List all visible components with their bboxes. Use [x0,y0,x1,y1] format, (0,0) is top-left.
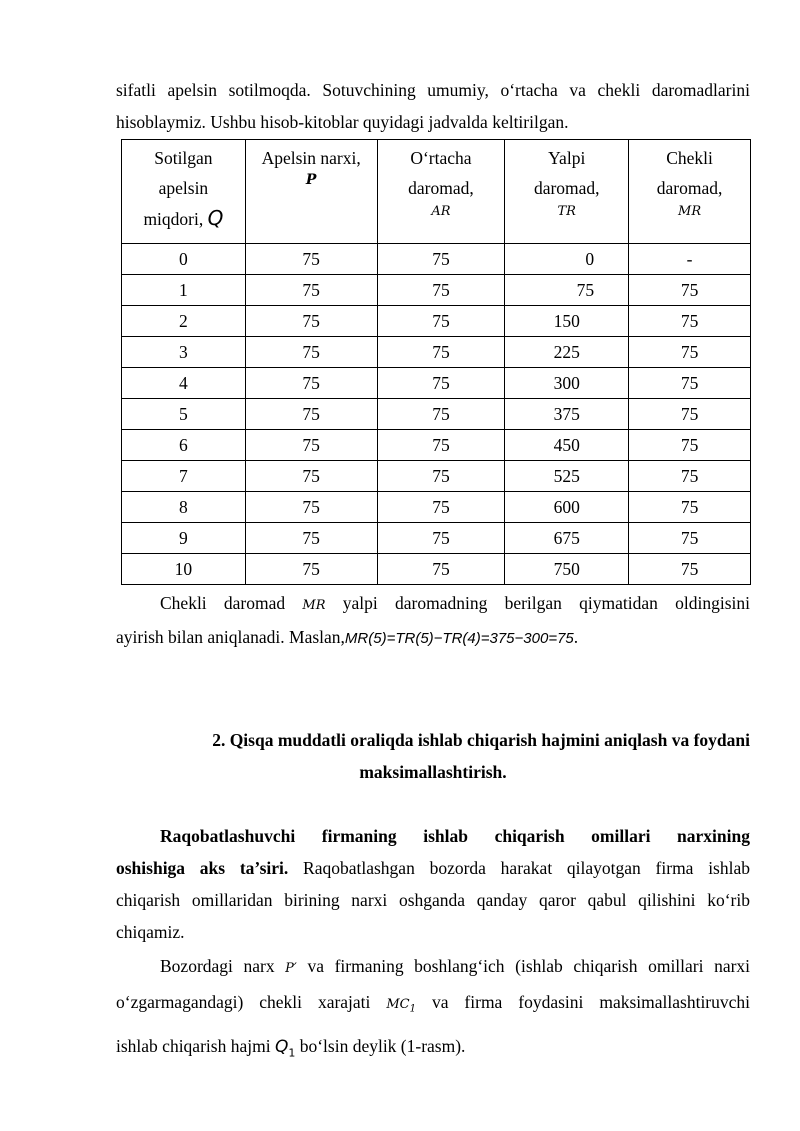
table-cell: 75 [629,461,751,492]
table-cell: 0 [505,244,629,275]
table-cell: 75 [505,275,629,306]
table-cell: 75 [245,275,377,306]
table-cell: 75 [629,430,751,461]
table-cell: 75 [377,244,505,275]
paragraph1-line-4: chiqamiz. [116,922,185,942]
header-marginal-revenue: Chekli daromad, MR [629,140,751,244]
table-cell: - [629,244,751,275]
table-row [122,523,751,554]
after-table-line-2: ayirish bilan aniqlanadi. Maslan,MR(5)=TR(5)−TR(4)=375−300=75. [116,627,579,647]
section-heading-line-2: maksimallashtirish. [359,762,507,782]
table-row [122,337,751,368]
table-cell: 75 [245,492,377,523]
table-row [122,306,751,337]
table-cell: 75 [629,399,751,430]
table-cell: 5 [122,399,246,430]
paragraph2-line-1: Bozordagi narx P′ va firmaning boshlang‘ich (ishlab chiqarish omillari narxi [160,956,751,976]
paragraph1-line-3: chiqarish omillaridan birining narxi oshganda qanday qaror qabul qilishini ko‘rib [116,890,750,910]
table-cell: 75 [629,554,751,585]
revenue-table [121,139,751,585]
header-quantity: Sotilgan apelsin miqdori, Q [122,140,246,244]
table-cell: 75 [629,337,751,368]
paragraph1-line-2: oshishiga aks ta’siri. Raqobatlashgan bozorda harakat qilayotgan firma ishlab [116,858,750,878]
table-cell: 75 [377,399,505,430]
table-row [122,399,751,430]
table-cell: 0 [122,244,246,275]
table-cell: 8 [122,492,246,523]
paragraph2-line-3: ishlab chiqarish hajmi $Q_1$ bo‘lsin deylik (1-rasm). [116,1036,466,1060]
table-cell: 75 [377,306,505,337]
table-row [122,461,751,492]
table-cell: 75 [245,461,377,492]
formula: MR(5)=TR(5)−TR(4)=375−300=75 [344,630,574,647]
table-cell: 4 [122,368,246,399]
table-cell: 375 [505,399,629,430]
table-cell: 75 [377,523,505,554]
table-cell: 9 [122,523,246,554]
table-cell: 7 [122,461,246,492]
table-cell: 75 [245,368,377,399]
table-cell: 450 [505,430,629,461]
paragraph1-line-1: Raqobatlashuvchi firmaning ishlab chiqarish omillari narxining [160,826,750,846]
table-row [122,492,751,523]
table-cell: 75 [377,430,505,461]
table-cell: 75 [629,368,751,399]
table-cell: 300 [505,368,629,399]
table-cell: 75 [629,492,751,523]
table-cell: 75 [377,492,505,523]
header-price: Apelsin narxi, P [245,140,377,244]
table-cell: 6 [122,430,246,461]
table-cell: 75 [245,244,377,275]
intro-line-2: hisoblaymiz. Ushbu hisob-kitoblar quyidagi jadvalda keltirilgan. [116,112,569,132]
table-row [122,275,751,306]
after-table-line-1: Chekli daromad MR yalpi daromadning berilgan qiymatidan oldingisini [160,593,750,613]
table-cell: 75 [245,399,377,430]
table-cell: 525 [505,461,629,492]
intro-line-1: sifatli apelsin sotilmoqda. Sotuvchining umumiy, o‘rtacha va chekli daromadlarini [116,80,750,100]
table-cell: 600 [505,492,629,523]
table-row [122,430,751,461]
table-cell: 75 [245,430,377,461]
table-cell: 75 [245,306,377,337]
table-cell: 75 [245,554,377,585]
table-cell: 2 [122,306,246,337]
table-cell: 75 [245,523,377,554]
table-cell: 75 [377,368,505,399]
table-header-row [122,140,751,244]
table-cell: 225 [505,337,629,368]
table-cell: 75 [629,275,751,306]
table-row [122,554,751,585]
table-cell: 750 [505,554,629,585]
table-cell: 75 [629,306,751,337]
table-cell: 75 [377,275,505,306]
table-cell: 75 [377,554,505,585]
table-cell: 10 [122,554,246,585]
table-cell: 675 [505,523,629,554]
table-row [122,368,751,399]
table-cell: 150 [505,306,629,337]
paragraph2-line-2: o‘zgarmagandagi) chekli xarajati $MC_1$ va firma foydasini maksimallashtiruvchi [116,992,751,1015]
table-cell: 75 [629,523,751,554]
header-total-revenue: Yalpi daromad, TR [505,140,629,244]
table-cell: 75 [377,337,505,368]
table-cell: 75 [245,337,377,368]
table-cell: 1 [122,275,246,306]
header-average-revenue: O‘rtacha daromad, AR [377,140,505,244]
table-cell: 3 [122,337,246,368]
section-heading-line-1: 2. Qisqa muddatli oraliqda ishlab chiqarish hajmini aniqlash va foydani [212,730,750,750]
table-row [122,244,751,275]
table-cell: 75 [377,461,505,492]
